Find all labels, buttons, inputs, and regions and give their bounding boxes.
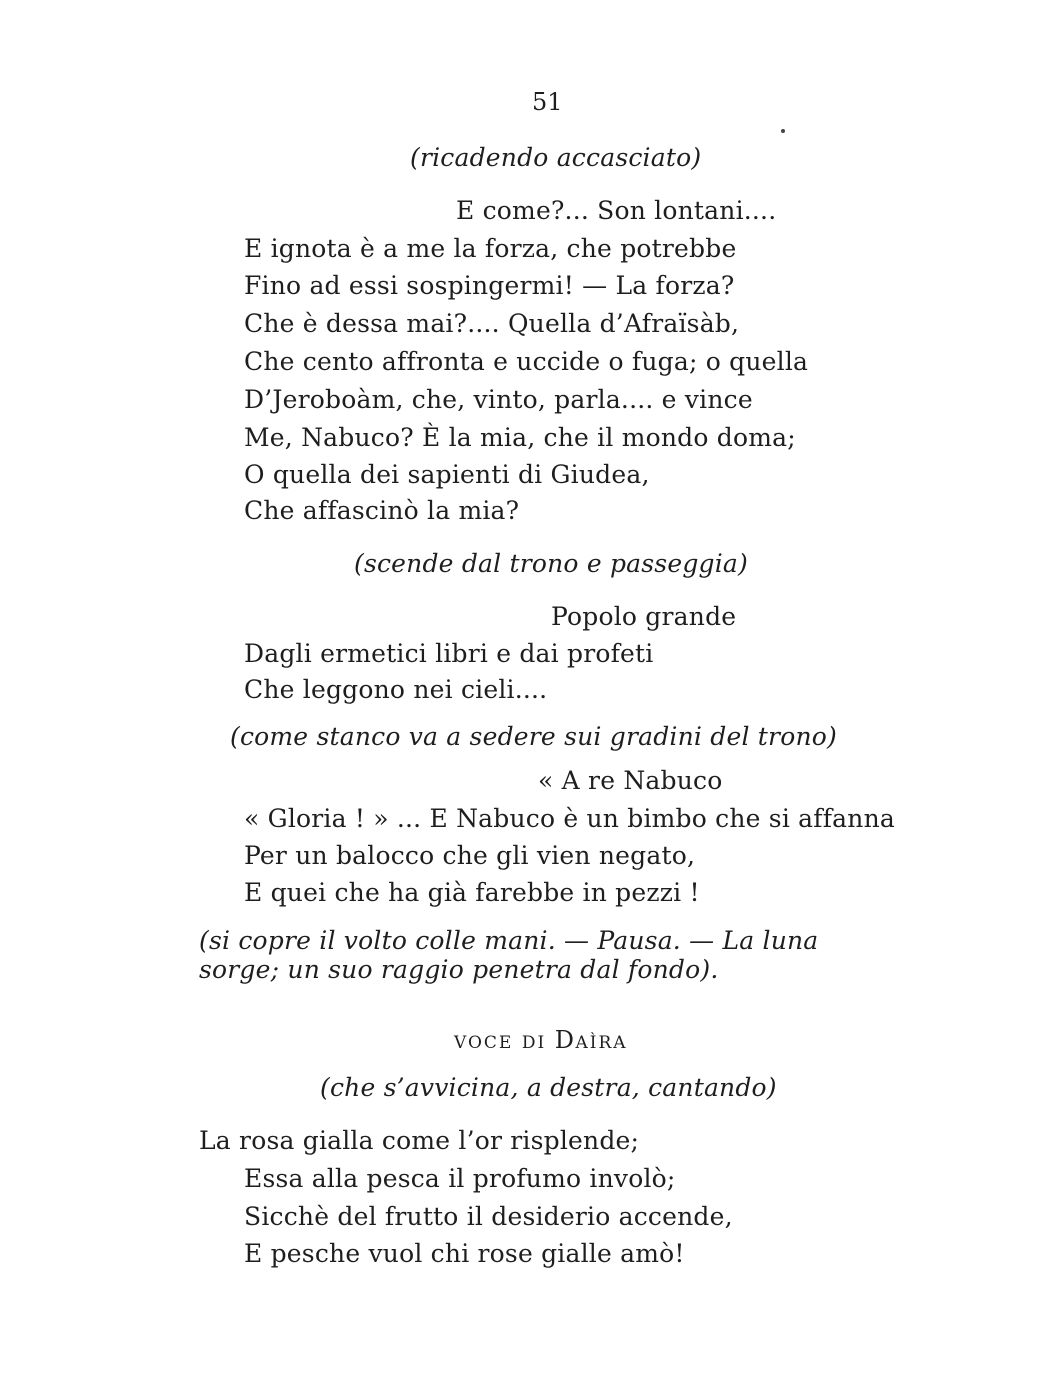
speaker-label: VOCE: [454, 1033, 514, 1053]
verse-line: Per un balocco che gli vien negato,: [244, 841, 696, 870]
song-line: Sicchè del frutto il desiderio accende,: [244, 1202, 733, 1231]
verse-line: Che è dessa mai?.... Quella d’Afraïsàb,: [244, 309, 740, 338]
stage-direction: (che s’avvicina, a destra, cantando): [320, 1073, 777, 1102]
speaker-heading: [454, 1026, 628, 1054]
verse-line: Che cento affronta e uccide o fuga; o quella: [244, 347, 809, 376]
speaker-name: AÌRA: [575, 1033, 628, 1053]
stage-direction: (scende dal trono e passeggia): [354, 549, 748, 578]
page-number: 51: [532, 88, 563, 116]
verse-line: O quella dei sapienti di Giudea,: [244, 460, 650, 489]
verse-line: « Gloria ! » ... E Nabuco è un bimbo che si affanna: [244, 804, 895, 833]
verse-line: E quei che ha già farebbe in pezzi !: [244, 878, 700, 907]
verse-line: « A re Nabuco: [538, 766, 723, 795]
stage-direction: (si copre il volto colle mani. — Pausa. — La luna: [199, 926, 819, 955]
song-line: La rosa gialla come l’or risplende;: [199, 1126, 640, 1155]
stage-direction: sorge; un suo raggio penetra dal fondo).: [199, 955, 719, 984]
verse-line: Me, Nabuco? È la mia, che il mondo doma;: [244, 423, 796, 452]
verse-line: Popolo grande: [551, 602, 737, 631]
ink-speck: [781, 129, 785, 133]
verse-line: E ignota è a me la forza, che potrebbe: [244, 234, 737, 263]
verse-line: Che affascinò la mia?: [244, 496, 520, 525]
song-line: Essa alla pesca il profumo involò;: [244, 1164, 676, 1193]
stage-direction: (ricadendo accasciato): [410, 143, 702, 172]
verse-line: Che leggono nei cieli....: [244, 675, 548, 704]
verse-line: Dagli ermetici libri e dai profeti: [244, 639, 654, 668]
verse-line: D’Jeroboàm, che, vinto, parla.... e vince: [244, 385, 753, 414]
stage-direction: (come stanco va a sedere sui gradini del trono): [230, 722, 837, 751]
verse-line: E come?... Son lontani....: [456, 196, 777, 225]
verse-line: Fino ad essi sospingermi! — La forza?: [244, 271, 735, 300]
song-line: E pesche vuol chi rose gialle amò!: [244, 1239, 685, 1268]
speaker-name-initial: D: [554, 1026, 576, 1054]
speaker-label: DI: [521, 1033, 547, 1053]
